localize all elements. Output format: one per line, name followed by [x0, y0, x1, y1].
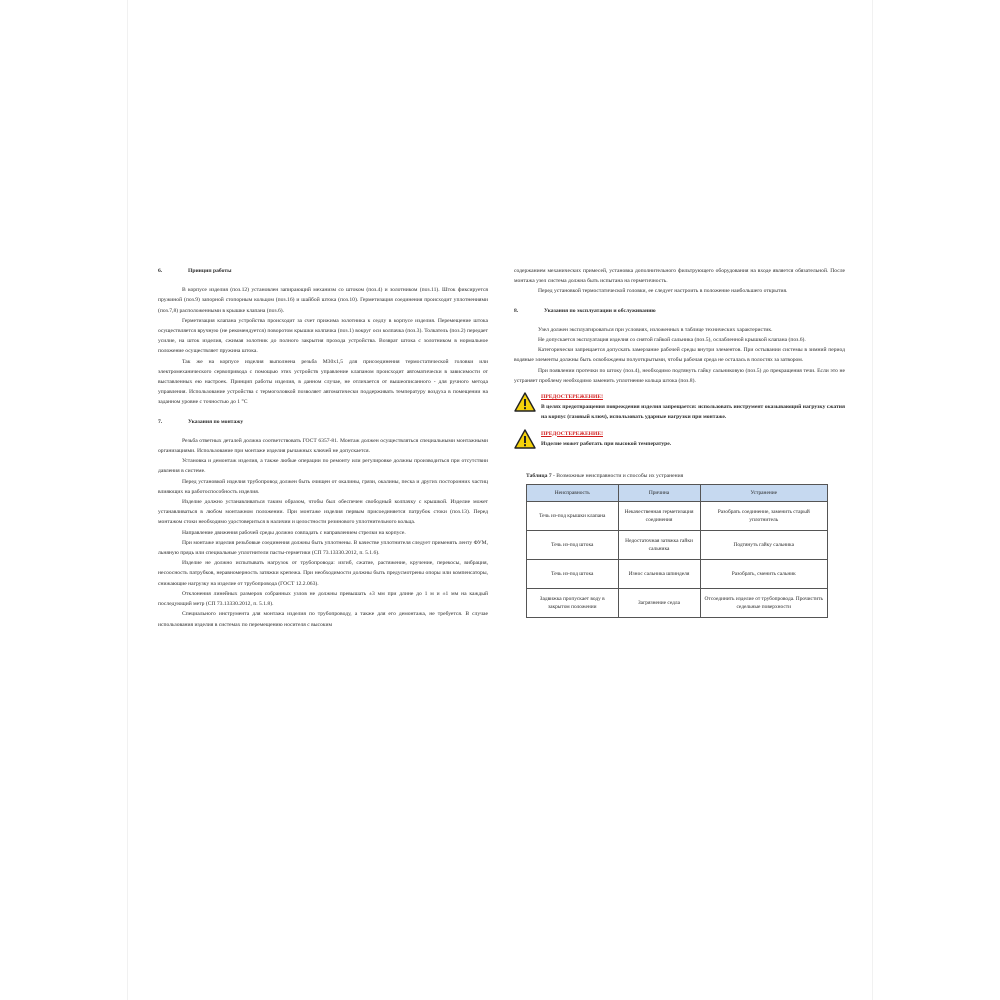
warning-triangle-icon: [514, 429, 536, 449]
paragraph: Перед установкой изделия трубопровод должен быть очищен от окалины, грязи, окалины, песка и других посторонних частиц влияющих на работоспособность изделия.: [158, 478, 488, 495]
paragraph: В корпусе изделия (поз.12) установлен запирающий механизм со штоком (поз.4) и золотником (поз.11). Шток фиксируется пружиной (поз.9) запорной стопорным кольцом (поз.16) и шайбой штока (поз.10). Герметизация соединения происходит уплотнениями (поз.7,8) расположенными в крышке клапана (поз.6).: [158, 287, 488, 314]
table-row: [527, 589, 828, 618]
table-cell: Течь из-под штока: [527, 560, 619, 589]
paragraph: Перед установкой термостатической головки, ее следует настроить в положение наибольшего открытия.: [538, 288, 788, 295]
paragraph: Изделие должно устанавливаться таким образом, чтобы был обеспечен свободный колпачку с крышкой. Изделие может устанавливаться в любом монтажном положении. При монтаже изделия первым присоединяется патрубок стоки (поз.13). Перед монтажом стоки необходимо удостовериться в наличии и целостности резинового уплотнительного кольца.: [158, 499, 488, 526]
table-row: [527, 531, 828, 560]
table-cell: Разобрать соединение, заменить старый уплотнитель: [700, 502, 828, 531]
table-cell: Подтянуть гайку сальника: [700, 531, 828, 560]
table-cell: Разобрать, сменить сальник: [700, 560, 828, 589]
table-row: [527, 502, 828, 531]
table-cell: Недостаточная затяжка гайки сальника: [618, 531, 700, 560]
section-number: 7.: [158, 418, 163, 425]
warning-text: Изделие может работать при высокой температуре.: [541, 440, 672, 447]
paragraph: При монтаже изделия резьбовые соединения должны быть уплотнены. В качестве уплотнителя следует применять ленту ФУМ, льняную прядь или специальные уплотнители пасты-герметики (СП 73.13330.2012, п. 5.1.6).: [158, 539, 488, 557]
section-title: Указания по эксплуатации и обслуживанию: [544, 307, 656, 314]
table-caption-text: - Возможные неисправности и способы их устранения: [551, 473, 684, 480]
section-8-heading: [514, 306, 845, 316]
paragraph: Специального инструмента для монтажа изделия по трубопроводу, а также для его демонтажа, не требуется. В случае использования изделия в системах по перемещению носителя с высоким: [158, 611, 488, 628]
table-row: [527, 560, 828, 589]
column-header: Неисправность: [527, 485, 619, 502]
paragraph: Направление движения рабочей среды должно совпадать с направлением стрелки на корпусе.: [182, 529, 406, 536]
table-cell: Течь из-под штока: [527, 531, 619, 560]
paragraph: Категорически запрещается допускать замерзание рабочей среды внутри элементов. При остывании системы в зимний период водяные элементы должны быть освобождены полуоткрытыми, чтобы рабочая среда не осталась в полостях за затвором.: [514, 347, 845, 364]
paragraph: Резьба ответных деталей должна соответствовать ГОСТ 6357-81. Монтаж должен осуществляться специальными монтажными организациями. Использование при монтаже изделия рычажных ключей не допускается.: [158, 437, 488, 455]
table-header-row: [527, 485, 828, 502]
right-column: [514, 266, 845, 618]
warning-content: [541, 429, 671, 449]
paragraph: Установка и демонтаж изделия, а также любые операции по ремонту или регулировке должны производиться при отсутствии давления в системе.: [158, 458, 488, 475]
paragraph: Изделие не должно испытывать нагрузок от трубопровода: изгиб, сжатие, растяжение, кручение, перекосы, вибрация, несоосность патрубков, неравномерность затяжки крепежа. При необходимости должны быть предусмотрены опоры или компенсаторы, снижающие нагрузку на изделие от трубопровода (ГОСТ 12.2.063).: [158, 560, 488, 587]
paragraph: Узел должен эксплуатироваться при условиях, изложенных в таблице технических характеристик.: [538, 326, 773, 333]
table-caption-label: Таблица 7: [526, 473, 552, 480]
paragraph: Так же на корпусе изделия выполнена резьба М30х1,5 для присоединения термостатической головки или электромеханического сервопривода с помощью этих устройств управление клапаном происходит автоматически в зависимости от выставленных ею настроек. Принцип работы изделия, в данном случае, не отличается от вышеописанного - для ручного метода управления. Использование устройства с термоголовкой позволяет автоматически поддерживать температуру воздуха в помещении на заданном уровне с точностью до 1 °С: [158, 358, 488, 406]
table-caption: [526, 471, 845, 481]
section-number: 6.: [158, 268, 163, 274]
table-cell: Течь из-под крышки клапана: [527, 502, 619, 531]
warning-triangle-icon: [514, 392, 536, 412]
warning-title: ПРЕДОСТЕРЕЖЕНИЕ!: [541, 430, 603, 437]
left-column: [158, 266, 488, 630]
table-cell: Задвижка пропускает воду в закрытом положении: [527, 589, 619, 618]
column-header: Причина: [618, 485, 700, 502]
warning-title: ПРЕДОСТЕРЕЖЕНИЕ!: [541, 394, 603, 401]
table-cell: Загрязнение седла: [618, 589, 700, 618]
column-header: Устранение: [700, 485, 828, 502]
table-cell: Некачественная герметизация соединения: [618, 502, 700, 531]
warning-text: В целях предотвращения повреждения изделия запрещается: использовать инструмент оказывающий нагрузку сжатия на корпус (газовый ключ), использовать ударные нагрузки при монтаже.: [541, 404, 845, 421]
section-title: Принцип работы: [188, 268, 232, 274]
warning-block-2: [514, 429, 845, 449]
section-6-heading: [158, 266, 488, 276]
warning-content: [541, 392, 845, 423]
paragraph: Герметизация клапана устройства происходит за счет прижима золотника к седлу в корпусе изделия. Перемещение штока осуществляется вручную (не рекомендуется) поворотом крышки колпачка (поз.1) вокруг оси колпачка (поз.3). Толкатель (поз.2) передает усилие, на шток изделия, сжимая золотник до полного закрытия прохода устройства. Возврат штока с золотником в нормальное положение осуществляет пружина штока.: [158, 317, 488, 355]
section-7-heading: [158, 417, 488, 427]
table-cell: Износ сальника шпинделя: [618, 560, 700, 589]
malfunctions-table: [526, 484, 828, 618]
section-number: 8.: [514, 307, 519, 314]
paragraph: При появлении протечки по штоку (поз.4), необходимо подтянуть гайку сальниковую (поз.5) до прекращения течи. Если это не устраняет проблему необходимо заменить уплотнение кольца штока (поз.8).: [514, 367, 845, 384]
paragraph: Не допускается эксплуатация изделия со снятой гайкой сальника (поз.5), ослабленной крышкой клапана (поз.6).: [538, 337, 806, 344]
table-cell: Отсоединить изделие от трубопровода. Прочистить седельные поверхности: [700, 589, 828, 618]
paragraph: Отклонения линейных размеров собранных узлов не должны превышать ±3 мм при длине до 1 м и ±1 мм на каждый последующий метр (СП 73.13330.2012, п. 5.1.8).: [158, 590, 488, 608]
paragraph: содержанием механических примесей, установка дополнительного фильтрующего оборудования на входе является обязательной. После монтажа узел система должна быть испытана на герметичность.: [514, 268, 845, 285]
section-title: Указания по монтажу: [188, 418, 244, 425]
warning-block-1: [514, 392, 845, 423]
